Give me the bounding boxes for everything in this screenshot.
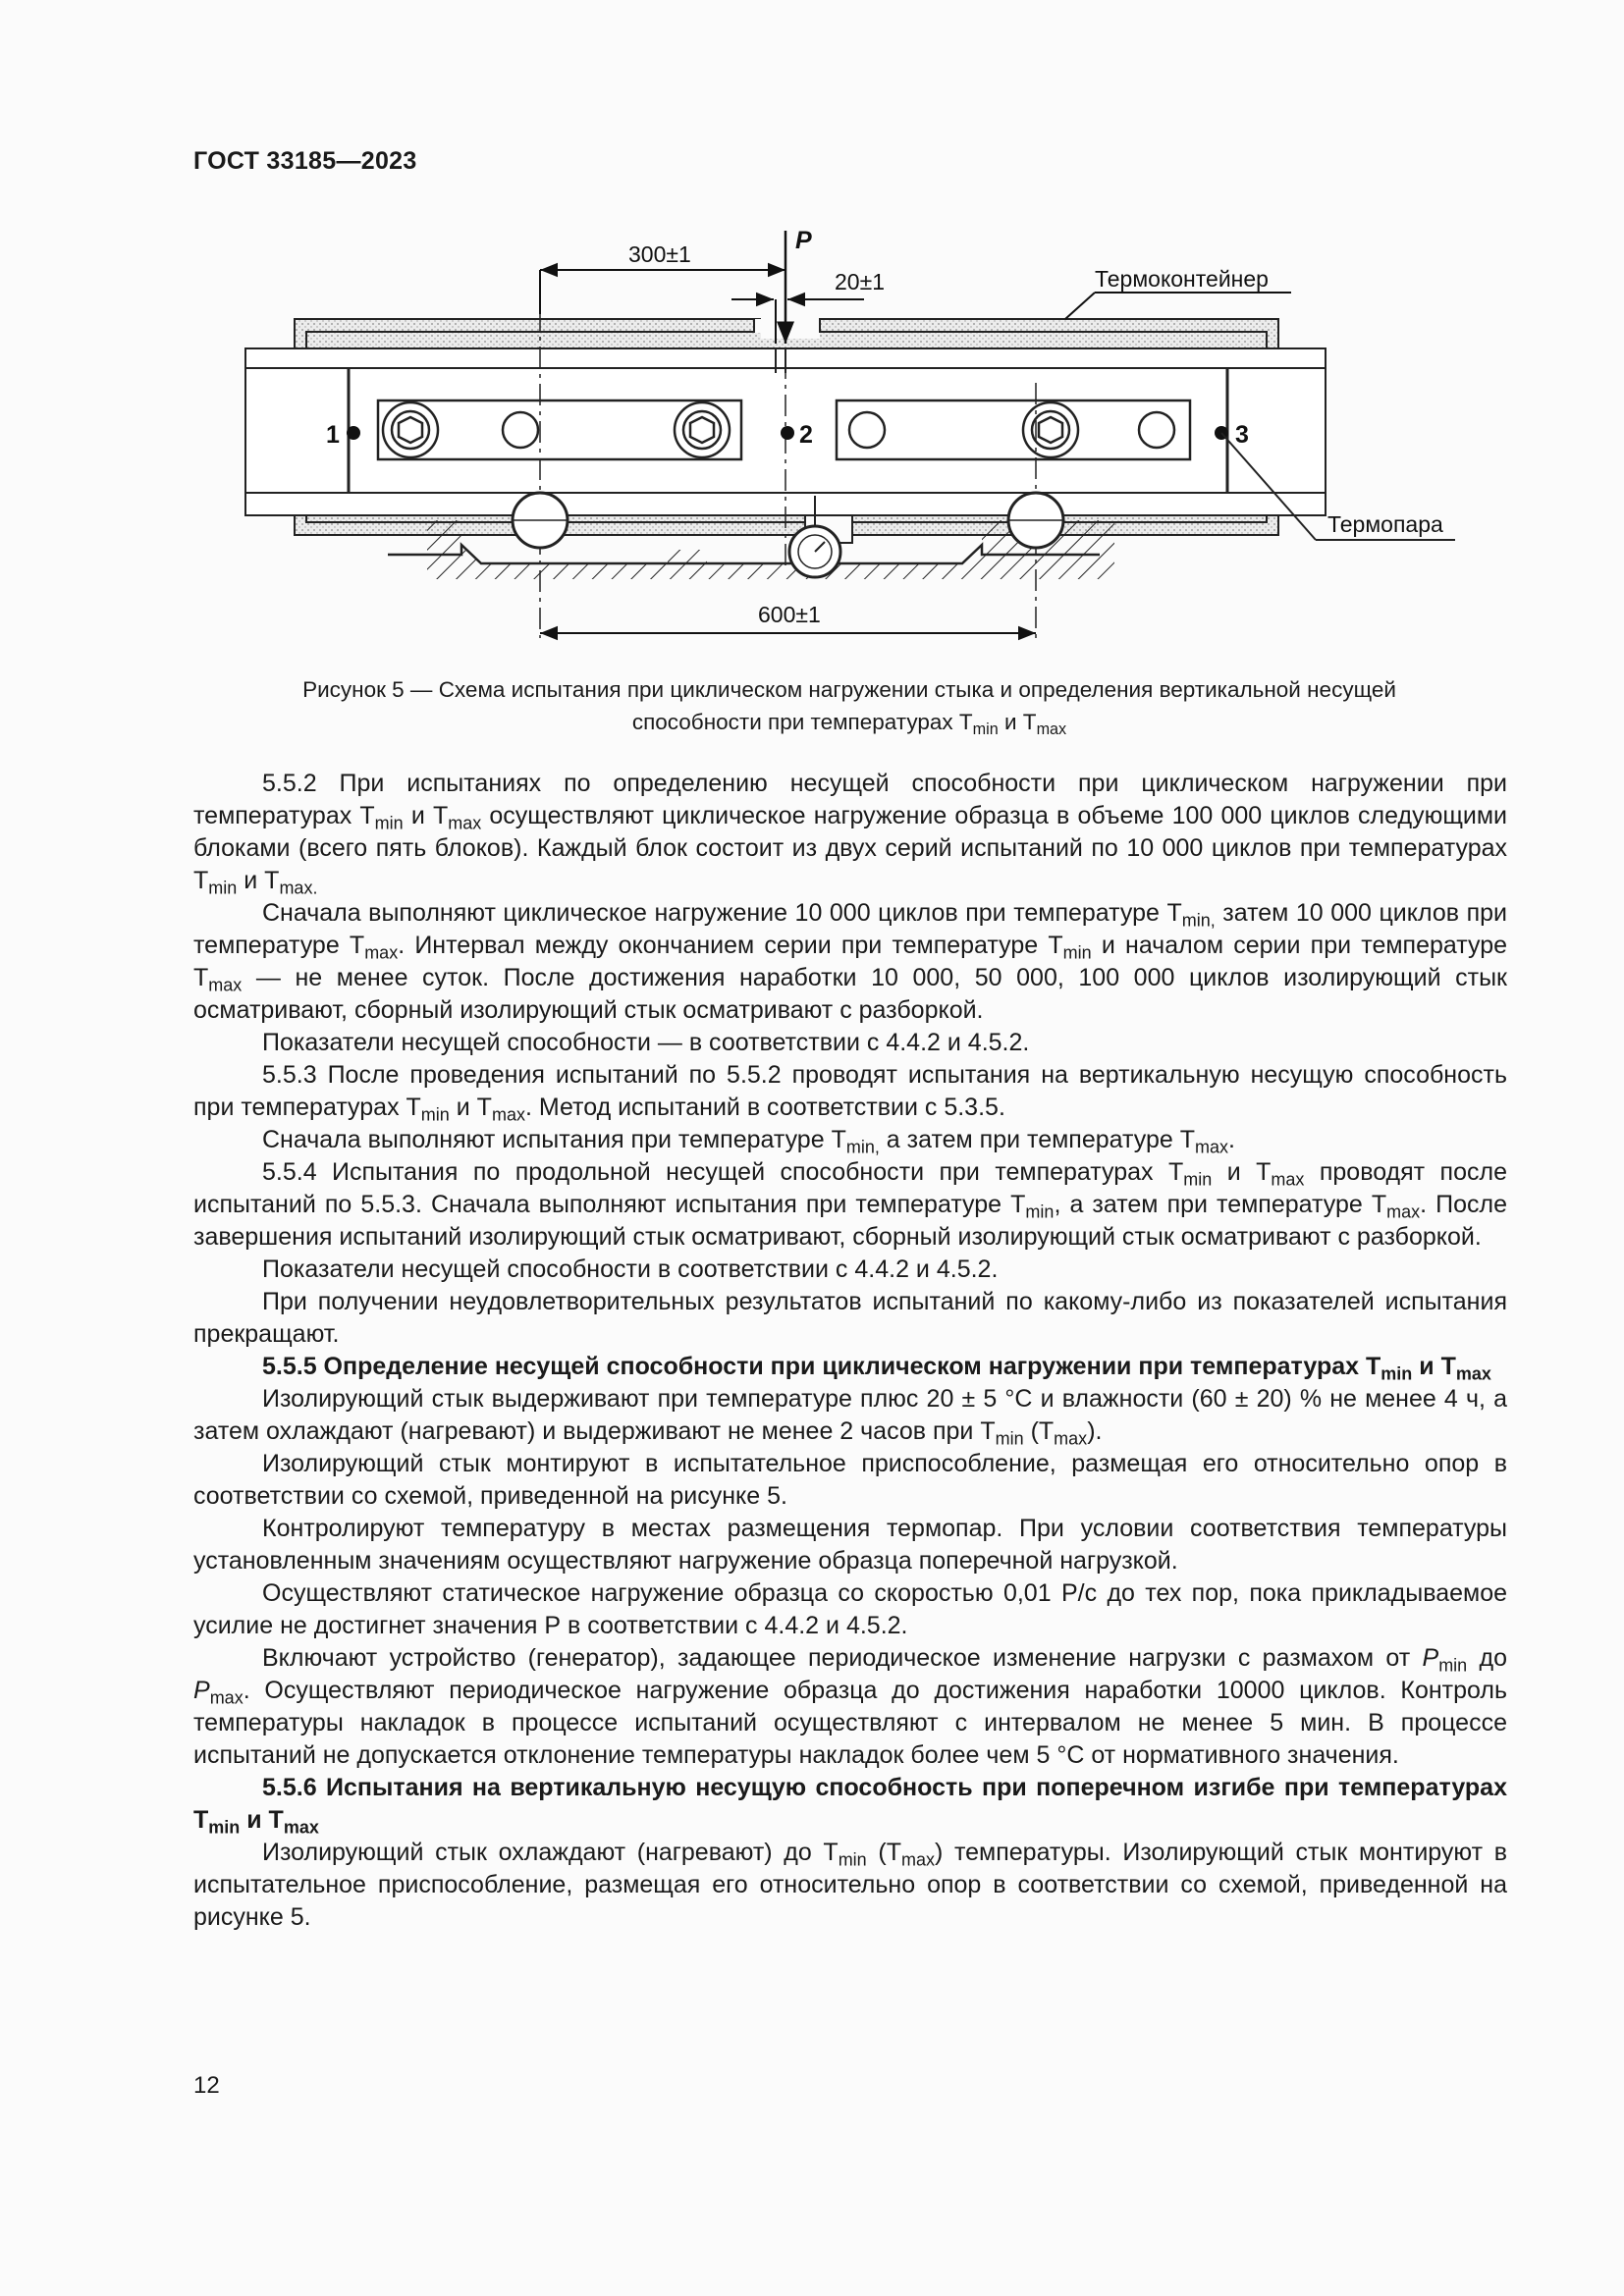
document-code: ГОСТ 33185—2023 (193, 147, 417, 175)
paragraph: Контролируют температуру в местах размещения термопар. При условии соответствия температуры установленным значениям осуществляют нагружение образца поперечной нагрузкой. (193, 1515, 1507, 1575)
dim-20-label: 20±1 (835, 269, 885, 294)
paragraph-5-5-2: 5.5.2 При испытаниях по определению несущей способности при циклическом нагружении при температурах $T_{min}$ и $T_{max}$ осуществляют циклическое нагружение образца в объеме 100 000 циклов следующими блоками (всего пять блоков). Каждый блок состоит из двух серий испытаний по 10 000 циклов при температурах $T_{min}$ и $T_{max.}$ (193, 770, 1508, 898)
page-number: 12 (193, 2072, 220, 2099)
dim-600-label: 600±1 (758, 602, 821, 627)
figure-caption: Рисунок 5 — Схема испытания при циклическом нагружении стыка и определения вертикальной несущей способности при температурах $T_{min}$ и $T_{max}$ (302, 677, 1396, 738)
paragraph: При получении неудовлетворительных результатов испытаний по какому-либо из показателей испытания прекращают. (193, 1288, 1507, 1348)
dim-300-label: 300±1 (628, 241, 691, 267)
paragraph: Изолирующий стык охлаждают (нагревают) до $T_{min}$ $(T_{max})$ температуры. Изолирующий стык монтируют в испытательное приспособление, размещая его относительно опор в соответствии со схемой, приведенной на рисунке 5. (193, 1839, 1507, 1931)
paragraph: Изолирующий стык монтируют в испытательное приспособление, размещая его относительно опор в соответствии со схемой, приведенной на рисунке 5. (193, 1450, 1507, 1510)
paragraph-5-5-3: 5.5.3 После проведения испытаний по 5.5.2 проводят испытания на вертикальную несущую способность при температурах $T_{min}$ и $T_{max}$. Метод испытаний в соответствии с 5.3.5. (193, 1061, 1507, 1125)
body-text (193, 768, 1507, 1934)
point-3-label: 3 (1235, 421, 1249, 449)
point-2-label: 2 (799, 421, 813, 449)
paragraph-5-5-4: 5.5.4 Испытания по продольной несущей способности при температурах $T_{min}$ и $T_{max}$ проводят после испытаний по 5.5.3. Сначала выполняют испытания при температуре $T_{min}$, а затем при температуре $T_{max}$. После завершения испытаний изолирующий стык осматривают, сборный изолирующий стык осматривают с разборкой. (193, 1158, 1507, 1251)
paragraph: Сначала выполняют циклическое нагружение 10 000 циклов при температуре $T_{min,}$ затем 10 000 циклов при температуре $T_{max}$. Интервал между окончанием серии при температуре $T_{min}$ и началом серии при температуре $T_{max}$ — не менее суток. После достижения наработки 10 000, 50 000, 100 000 циклов изолирующий стык осматривают, сборный изолирующий стык осматривают с разборкой. (193, 899, 1508, 1024)
heading-5-5-5: 5.5.5 Определение несущей способности при циклическом нагружении при температурах $T_{min}$ и $T_{max}$ (262, 1353, 1491, 1384)
point-1-label: 1 (326, 421, 340, 449)
figure-test-scheme (236, 216, 1473, 658)
paragraph: Сначала выполняют испытания при температуре $T_{min,}$ а затем при температуре $T_{max}$. (262, 1126, 1235, 1157)
heading-5-5-6: 5.5.6 Испытания на вертикальную несущую способность при поперечном изгибе при температурах $T_{min}$ и $T_{max}$ (193, 1774, 1507, 1838)
paragraph: Показатели несущей способности в соответствии с 4.4.2 и 4.5.2. (262, 1255, 999, 1283)
paragraph: Показатели несущей способности — в соответствии с 4.4.2 и 4.5.2. (262, 1029, 1030, 1056)
force-p-label: P (795, 227, 812, 254)
paragraph: Изолирующий стык выдерживают при температуре плюс 20 ± 5 °С и влажности (60 ± 20) % не менее 4 ч, а затем охлаждают (нагревают) и выдерживают не менее 2 часов при $T_{min}$ $(T_{max})$. (193, 1385, 1507, 1449)
paragraph: Осуществляют статическое нагружение образца со скоростью 0,01 Р/с до тех пор, пока прикладываемое усилие не достигнет значения Р в соответствии с 4.4.2 и 4.5.2. (193, 1579, 1507, 1639)
thermocontainer-label: Термоконтейнер (1095, 266, 1269, 292)
thermocouple-label: Термопара (1327, 511, 1443, 537)
paragraph: Включают устройство (генератор), задающее периодическое изменение нагрузки с размахом от $P_{min}$ до $P_{max}$. Осуществляют периодическое нагружение образца до достижения наработки 10000 циклов. Контроль температуры накладок в процессе испытаний осуществляют с интервалом не менее 5 мин. В процессе испытаний не допускается отклонение температуры накладок более чем 5 °С от нормативного значения. (193, 1644, 1508, 1769)
